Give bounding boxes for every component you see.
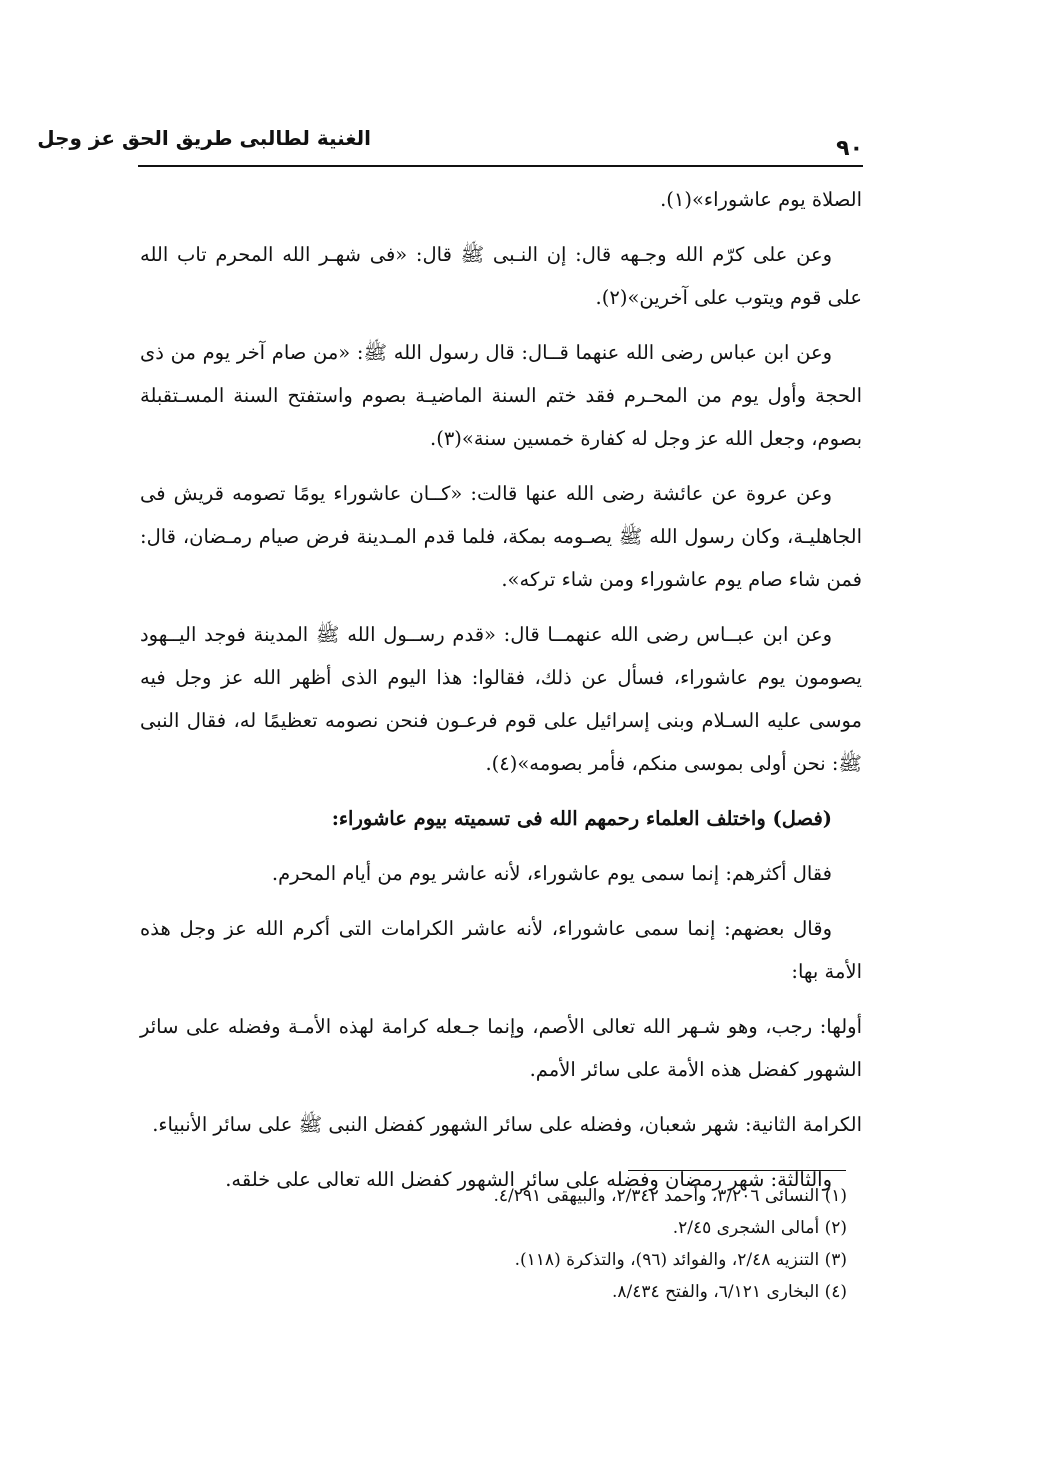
footnote: (٢) أمالى الشجرى ٢/٤٥.	[672, 1218, 847, 1238]
running-header	[37, 118, 863, 164]
paragraph: وقال بعضهم: إنما سمى عاشوراء، لأنه عاشر الكرامات التى أكرم الله عز وجل هذه الأمة بها:	[140, 917, 862, 983]
paragraph: والثالثة: شهر رمضان وفضله على سائر الشهور كفضل الله تعالى على خلقه.	[225, 1168, 832, 1191]
footnote: (٤) البخارى ٦/١٢١، والفتح ٨/٤٣٤.	[612, 1282, 847, 1302]
paragraph: وعن على كرّم الله وجـهه قال: إن النـبى ﷺ قال: «فى شهـر الله المحرم تاب الله على قوم ويتوب على آخرين»(٢).	[140, 243, 862, 309]
book-title: الغنية لطالبى طريق الحق عز وجل	[37, 126, 371, 150]
footnote: (٣) التنزيه ٢/٤٨، والفوائد (٩٦)، والتذكرة (١١٨).	[514, 1250, 847, 1270]
footnotes	[300, 1180, 847, 1308]
paragraph: وعن ابن عبــاس رضى الله عنهمــا قال: «قدم رســول الله ﷺ المدينة فوجد اليــهود يصومون يوم عاشوراء، فسأل عن ذلك، فقالوا: هذا اليوم الذى أظهر الله عز وجل فيه موسى عليه السـلام وبنى إسرائيل على قوم فرعـون فنحن نصومه تعظيمًا له، فقال النبى ﷺ: نحن أولى بموسى منكم، فأمر بصومه»(٤).	[140, 623, 862, 775]
paragraph: الكرامة الثانية: شهر شعبان، وفضله على سائر الشهور كفضل النبى ﷺ على سائر الأنبياء.	[152, 1113, 862, 1136]
header-divider	[138, 165, 863, 167]
footnote-divider	[628, 1170, 846, 1171]
paragraph: الصلاة يوم عاشوراء»(١).	[660, 188, 862, 211]
footnote: (١) النسائى ٣/٢٠٦، وأحمد ٢/٣٤٢، والبيهقى ٤/٢٩١.	[493, 1186, 847, 1206]
paragraph: أولها: رجب، وهو شـهر الله تعالى الأصم، وإنما جـعله كرامة لهذه الأمـة وفضله على سائر الشهور كفضل هذه الأمة على سائر الأمم.	[140, 1015, 862, 1081]
page-number: ٩٠	[836, 136, 863, 161]
paragraph: وعن عروة عن عائشة رضى الله عنها قالت: «كــان عاشوراء يومًا تصومه قريش فى الجاهليـة، وكان رسول الله ﷺ يصـومه بمكة، فلما قدم المـدينة فرض صيام رمـضان، قال: فمن شاء صام يوم عاشوراء ومن شاء تركه».	[140, 482, 862, 591]
paragraph: وعن ابن عباس رضى الله عنهما قــال: قال رسول الله ﷺ: «من صام آخر يوم من ذى الحجة وأول يوم من المحـرم فقد ختم السنة الماضيـة بصوم واستفتح السنة المسـتقبلة بصوم، وجعل الله عز وجل له كفارة خمسين سنة»(٣).	[140, 341, 862, 450]
main-text	[140, 178, 862, 1213]
paragraph: فقال أكثرهم: إنما سمى يوم عاشوراء، لأنه عاشر يوم من أيام المحرم.	[271, 862, 832, 885]
section-heading: (فصل) واختلف العلماء رحمهم الله فى تسميته بيوم عاشوراء:	[331, 807, 832, 830]
